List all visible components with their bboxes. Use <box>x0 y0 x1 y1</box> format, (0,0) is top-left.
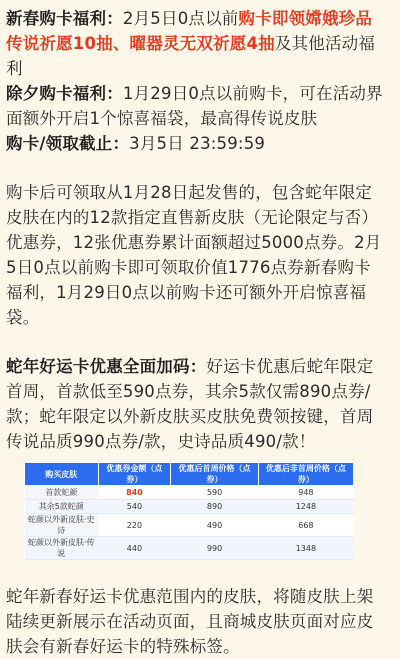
label-eve-card-benefit: 除夕购卡福利 <box>6 84 107 103</box>
paragraph-coupon-details: 购卡后可领取从1月28日起发售的，包含蛇年限定皮肤在内的12款指定直售新皮肤（无论限定与否）优惠券，12张优惠券累计面额超过5000点券。2月5日0点以前购卡即可领取价值1776点券新春购卡福利，1月29日0点以前购卡还可额外开启惊喜福袋。 <box>6 183 382 327</box>
table-cell: 540 <box>98 500 171 514</box>
table-cell: 其余5款蛇颜 <box>25 500 99 514</box>
paragraph-lucky-card-discount: 蛇年好运卡优惠全面加码：好运卡优惠后蛇年限定首周，首款低至590点券，其余5款仅需890点券/款；蛇年限定以外新皮肤买皮肤免费领按键，首周传说品质990点券/款，史诗品质490/款！ <box>6 357 374 451</box>
table-row <box>25 537 354 560</box>
table-header-row <box>25 463 354 486</box>
table-header-cell: 优惠券金额（点券） <box>98 463 171 486</box>
table-cell: 490 <box>171 514 259 537</box>
paragraph-skin-scope: 蛇年新春好运卡优惠范围内的皮肤，将随皮肤上架陆续更新展示在活动页面，且商城皮肤页面对应皮肤会有新春好运卡的特殊标签。 <box>6 587 374 656</box>
table-cell: 蛇颜以外新皮肤·史诗 <box>25 514 99 537</box>
table-cell: 840 <box>98 486 171 500</box>
table-header-cell: 购买皮肤 <box>25 463 99 486</box>
table-cell: 220 <box>98 514 171 537</box>
table-cell: 990 <box>171 537 259 560</box>
table-row <box>25 486 354 500</box>
price-table-image <box>24 462 354 560</box>
price-table <box>24 462 354 560</box>
table-cell: 668 <box>258 514 353 537</box>
paragraph-eve-card-benefit: 除夕购卡福利：1月29日0点以前购卡，可在活动界面额外开启1个惊喜福袋，最高得传说皮肤 <box>6 84 383 128</box>
table-header-cell: 优惠后非首周价格（点券） <box>258 463 353 486</box>
paragraph-new-year-card-benefit: 新春购卡福利：2月5日0点以前购卡即领嫦娥珍品传说祈愿10抽、曜器灵无双祈愿4抽及其他活动福利 <box>6 9 376 78</box>
table-cell: 首款蛇颜 <box>25 486 99 500</box>
table-row <box>25 500 354 514</box>
table-cell: 590 <box>171 486 259 500</box>
highlight-free-draws: 购卡即领嫦娥珍品传说祈愿10抽、曜器灵无双祈愿4抽 <box>6 9 373 53</box>
paragraph-deadline: 购卡/领取截止：3月5日 23:59:59 <box>6 134 266 153</box>
table-cell: 1348 <box>258 537 353 560</box>
table-cell: 蛇颜以外新皮肤·传说 <box>25 537 99 560</box>
table-cell: 1248 <box>258 500 353 514</box>
table-header-cell: 优惠后首周价格（点券） <box>171 463 259 486</box>
table-row <box>25 514 354 537</box>
label-new-year-card-benefit: 新春购卡福利 <box>6 9 107 28</box>
label-deadline: 购卡/领取截止 <box>6 134 113 153</box>
label-lucky-card-discount: 蛇年好运卡优惠全面加码 <box>6 357 190 376</box>
table-cell: 440 <box>98 537 171 560</box>
table-cell: 948 <box>258 486 353 500</box>
table-cell: 890 <box>171 500 259 514</box>
